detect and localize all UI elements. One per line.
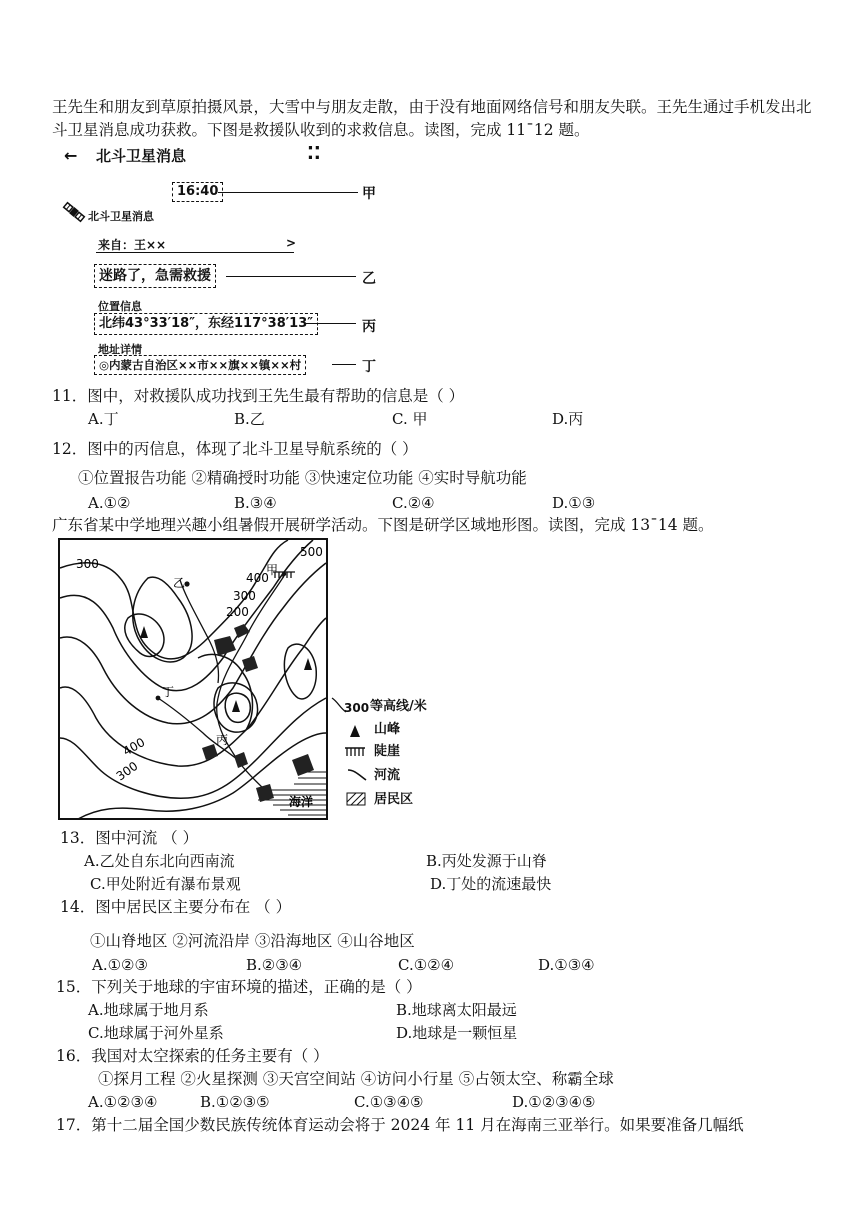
satellite-icon	[62, 200, 86, 224]
contour-label-300-west: 300	[76, 557, 99, 571]
q12-stem: 12．图中的丙信息，体现了北斗卫星导航系统的（ ）	[52, 440, 418, 458]
q13-option-a: A.乙处自东北向西南流	[84, 852, 235, 870]
peak-legend-icon	[348, 724, 362, 738]
q15-option-d: D.地球是一颗恒星	[396, 1024, 518, 1042]
contour-label-300: 300	[233, 589, 256, 603]
legend-cliff-label: 陡崖	[374, 744, 401, 759]
q11-stem: 11．图中，对救援队成功找到王先生最有帮助的信息是（ ）	[52, 387, 465, 405]
legend-contour-value: 300	[344, 701, 370, 715]
cliff-legend-icon	[344, 746, 366, 758]
point-jia: 甲	[266, 563, 279, 577]
beidou-header-title: 北斗卫星消息	[96, 147, 187, 165]
label-jia: 甲	[362, 186, 376, 202]
point-yi: 乙	[173, 576, 186, 590]
legend-residential-label: 居民区	[374, 792, 414, 807]
q14-items: ①山脊地区 ②河流沿岸 ③沿海地区 ④山谷地区	[90, 932, 415, 950]
q15-option-b: B.地球离太阳最远	[396, 1001, 517, 1019]
q13-option-c: C.甲处附近有瀑布景观	[90, 875, 241, 893]
q11-option-b: B.乙	[234, 410, 265, 428]
q15-option-c: C.地球属于河外星系	[88, 1024, 224, 1042]
q12-option-a: A.①②	[88, 494, 131, 512]
q11-option-d: D.丙	[552, 410, 584, 428]
q14-option-d: D.①③④	[538, 956, 595, 974]
label-ding: 丁	[362, 359, 376, 375]
q14-stem: 14．图中居民区主要分布在 （ ）	[60, 898, 292, 916]
back-arrow-icon: ←	[64, 146, 78, 165]
q13-option-b: B.丙处发源于山脊	[426, 852, 547, 870]
q16-option-b: B.①②③⑤	[200, 1093, 270, 1111]
q14-option-c: C.①②④	[398, 956, 455, 974]
q17-stem: 17．第十二届全国少数民族传统体育运动会将于 2024 年 11 月在海南三亚举行。如果要准备几幅纸	[56, 1116, 744, 1134]
topographic-map	[58, 538, 328, 820]
pointer-line-jia	[218, 192, 358, 193]
q14-option-a: A.①②③	[92, 956, 148, 974]
address-title: 地址详情	[98, 343, 142, 356]
legend-contour-label: 等高线/米	[370, 699, 427, 714]
address-box: ◎内蒙古自治区××市××旗××镇××村	[94, 355, 306, 375]
point-bing: 丙	[216, 733, 229, 747]
q16-items: ①探月工程 ②火星探测 ③天宫空间站 ④访问小行星 ⑤占领太空、称霸全球	[98, 1070, 614, 1088]
intro-paragraph-2: 广东省某中学地理兴趣小组暑假开展研学活动。下图是研学区域地形图。读图，完成 13¯14 题。	[52, 516, 714, 534]
from-arrow-icon: >	[286, 236, 297, 250]
label-bing: 丙	[362, 319, 376, 335]
message-box: 迷路了，急需救援	[94, 264, 216, 288]
q12-option-d: D.①③	[552, 494, 596, 512]
contour-label-400-south: 400	[120, 735, 148, 759]
menu-dots-icon: ⁚⁚	[307, 143, 321, 164]
q16-option-a: A.①②③④	[88, 1093, 158, 1111]
from-underline	[96, 252, 294, 253]
sea-label: 海洋	[289, 795, 314, 809]
q12-option-c: C.②④	[392, 494, 435, 512]
q12-option-b: B.③④	[234, 494, 277, 512]
river-legend-icon	[346, 766, 368, 782]
pointer-line-yi	[226, 276, 356, 277]
q11-option-c: C. 甲	[392, 410, 428, 428]
contour-label-500: 500	[300, 545, 323, 559]
q16-option-c: C.①③④⑤	[354, 1093, 424, 1111]
q15-option-a: A.地球属于地月系	[88, 1001, 209, 1019]
pointer-line-bing	[306, 323, 356, 324]
q16-option-d: D.①②③④⑤	[512, 1093, 596, 1111]
legend-peak-label: 山峰	[374, 722, 401, 737]
position-title: 位置信息	[98, 300, 142, 313]
intro-paragraph-1: 王先生和朋友到草原拍摄风景，大雪中与朋友走散，由于没有地面网络信号和朋友失联。王先生通过手机发出北斗卫星消息成功获救。下图是救援队收到的求救信息。读图，完成 11¯12 题。	[52, 98, 812, 139]
position-box: 北纬43°33′18″，东经117°38′13″	[94, 313, 318, 335]
q13-option-d: D.丁处的流速最快	[430, 875, 552, 893]
legend-river-label: 河流	[374, 768, 401, 783]
message-title: 北斗卫星消息	[88, 210, 154, 223]
q13-stem: 13．图中河流 （ ）	[60, 829, 199, 847]
q12-items: ①位置报告功能 ②精确授时功能 ③快速定位功能 ④实时导航功能	[78, 469, 527, 487]
pointer-line-ding	[332, 364, 356, 365]
q14-option-b: B.②③④	[246, 956, 303, 974]
time-box: 16:40	[172, 182, 223, 202]
q15-stem: 15．下列关于地球的宇宙环境的描述，正确的是（ ）	[56, 978, 422, 996]
from-line: 来自：王××	[98, 238, 167, 252]
contour-label-400: 400	[246, 571, 269, 585]
point-ding: 丁	[162, 685, 175, 699]
residential-legend-icon	[346, 792, 366, 806]
q16-stem: 16．我国对太空探索的任务主要有（ ）	[56, 1047, 329, 1065]
q11-option-a: A.丁	[88, 410, 119, 428]
contour-label-200: 200	[226, 605, 249, 619]
contour-label-300-south: 300	[113, 758, 141, 784]
label-yi: 乙	[362, 271, 376, 287]
